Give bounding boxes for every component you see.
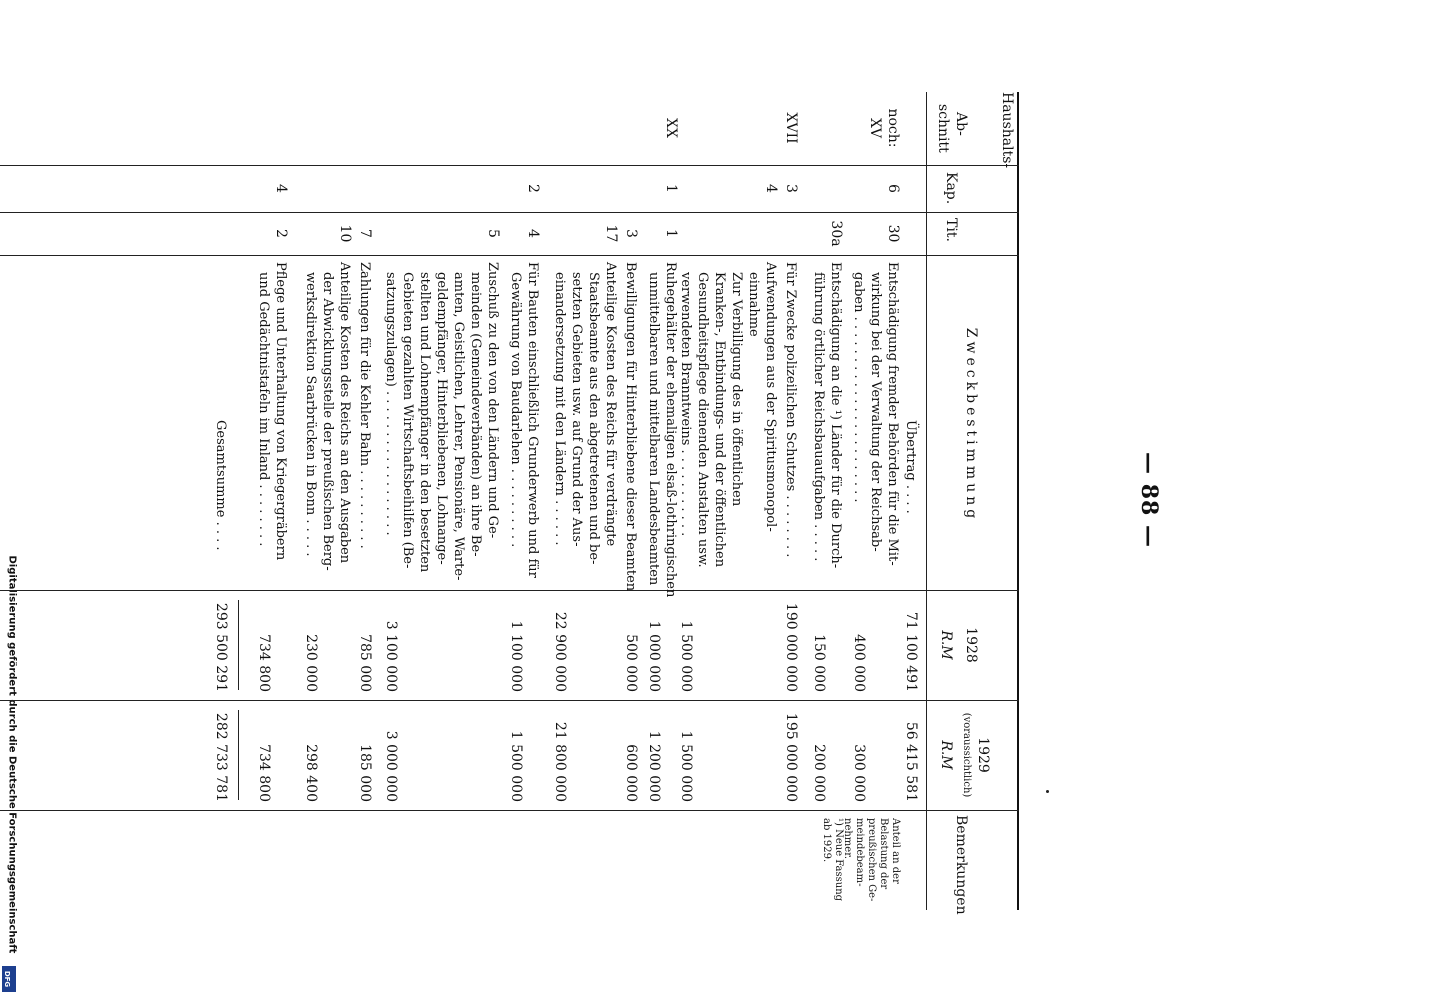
row-text-line: Pflege und Unterhaltung von Kriegergräbern — [273, 262, 288, 561]
row-text-line: Zahlungen für die Kehler Bahn . . . . . . . . . . — [357, 262, 372, 549]
row-text-line: satzungszulagen) . . . . . . . . . . . . . . . . . . — [383, 272, 398, 536]
col-rule-6 — [0, 810, 1019, 811]
sum-rule-1928 — [238, 600, 239, 690]
header-tit: Tit. — [943, 218, 959, 242]
row-titel: 4 — [525, 229, 541, 238]
row-text-line: amten, Geistlichen, Lehrer, Pensionäre, Warte- — [451, 272, 466, 581]
row-value-1929: 3 000 000 — [383, 730, 399, 802]
row-text-line: Gesundheitspflege dienenden Anstalten usw. — [695, 272, 710, 568]
table-top-rule — [1017, 92, 1019, 910]
row-value-1928: 22 900 000 — [552, 611, 568, 692]
header-bemerkungen: Bemerkungen — [953, 815, 969, 915]
digitization-note: Digitalisierung gefördert durch die Deutsche Forschungsgemeinschaft — [6, 555, 18, 954]
header-zweckbestimmung: Zweckbestimmung — [963, 327, 979, 523]
row-value-1929: 1 500 000 — [508, 730, 524, 802]
row-text-line: der Abwicklungsstelle der preußischen Berg- — [320, 272, 335, 571]
header-haushalts: Haushalts- — [999, 92, 1015, 169]
row-text-line: einandersetzung mit den Ländern . . . . . . — [552, 272, 567, 546]
row-text-line: Übertrag . . . . — [903, 420, 918, 514]
row-titel: 2 — [273, 229, 289, 238]
row-text-line: Anteilige Kosten des Reichs an den Ausgaben — [337, 262, 352, 564]
row-value-1928: 400 000 — [851, 634, 867, 692]
row-titel: 5 — [485, 229, 501, 238]
row-text-line: Ruhegehälter der ehemaligen elsaß-lothringischen — [663, 262, 678, 598]
row-abschnitt-2: XV — [867, 117, 883, 139]
row-value-1929: 282 733 781 — [213, 712, 229, 802]
row-text-line: Entschädigung fremder Behörden für die Mit- — [885, 262, 900, 566]
row-kapitel: 6 — [885, 184, 901, 193]
row-text-line: Anteilige Kosten des Reichs für verdrängte — [603, 262, 618, 547]
row-text-line: werksdirektion Saarbrücken in Bonn . . . . . — [303, 272, 318, 557]
remark-line: ¹) Neue Fassung — [833, 818, 844, 902]
row-value-1928: 500 000 — [623, 634, 639, 692]
header-abschnitt-1: Ab- — [953, 112, 969, 136]
row-titel: 3 — [623, 229, 639, 238]
header-abschnitt-2: schnitt — [935, 104, 951, 153]
col-rule-3 — [0, 255, 1019, 256]
row-text-line: Staatsbeamte aus den abgetretenen und be- — [586, 272, 601, 565]
page-number: — 88 — — [1136, 452, 1162, 548]
row-text-line: Kranken-, Entbindungs- und der öffentlichen — [712, 272, 727, 568]
row-kapitel: 4 — [273, 184, 289, 193]
row-value-1928: 734 800 — [256, 634, 272, 692]
row-abschnitt: XX — [663, 118, 679, 138]
sum-rule-1929 — [238, 710, 239, 800]
header-1929-unit: R.M — [938, 740, 954, 770]
row-value-1929: 185 000 — [357, 744, 373, 802]
row-kapitel: 3 — [783, 184, 799, 193]
remark-line: Belastung der — [878, 818, 889, 890]
row-value-1929: 195 000 000 — [783, 712, 799, 802]
row-value-1929: 300 000 — [851, 744, 867, 802]
row-value-1928: 71 100 491 — [903, 611, 919, 692]
row-text-line: Bewilligungen für Hinterbliebene dieser Beamten — [623, 262, 638, 592]
row-value-1929: 600 000 — [623, 744, 639, 802]
header-rule — [926, 92, 927, 910]
row-value-1929: 200 000 — [811, 744, 827, 802]
header-1929-sub: (voraussichtlich) — [961, 712, 972, 798]
header-1928: 1928 — [963, 627, 979, 663]
row-value-1928: 150 000 — [811, 634, 827, 692]
row-titel: 10 — [337, 224, 353, 243]
remark-line: meindebeam- — [854, 818, 865, 887]
row-value-1929: 298 400 — [303, 744, 319, 802]
row-text-line: Gewährung von Baudarlehen . . . . . . . . . . — [508, 272, 523, 548]
row-text-line: Gebieten gezahlten Wirtschaftsbeihilfen (Be- — [400, 272, 415, 569]
row-text-line: und Gedächtnistafeln im Inland . . . . . . . . — [256, 272, 271, 547]
row-text-line: führung örtlicher Reichsbauaufgaben . . . . . — [811, 272, 826, 562]
row-value-1928: 785 000 — [357, 634, 373, 692]
row-value-1928: 230 000 — [303, 634, 319, 692]
dfg-logo: DFG — [2, 966, 16, 992]
row-titel: 1 — [663, 229, 679, 238]
row-kapitel: 1 — [663, 184, 679, 193]
row-titel: 30a — [828, 220, 844, 247]
row-titel: 30 — [885, 224, 901, 243]
row-value-1928: 190 000 000 — [783, 602, 799, 692]
row-value-1929: 56 415 581 — [903, 721, 919, 802]
row-text-line: stellten und Lohnempfänger in den besetzten — [417, 272, 432, 573]
row-text-line: meinden (Gemeindeverbänden) an ihre Be- — [468, 272, 483, 557]
row-value-1928: 3 100 000 — [383, 620, 399, 692]
header-1928-unit: R.M — [938, 630, 954, 660]
row-text-line: Zuschuß zu den von den Ländern und Ge- — [485, 262, 500, 539]
row-text-line: Gesamtsumme . . . . — [213, 420, 228, 551]
row-text-line: setzten Gebieten usw. auf Grund der Aus- — [569, 272, 584, 547]
row-value-1928: 1 000 000 — [646, 620, 662, 692]
row-text-line: Entschädigung an die ¹) Länder für die Durch- — [828, 262, 843, 569]
row-text-line: Für Zwecke polizeilichen Schutzes . . . . . . . . — [783, 262, 798, 558]
row-text-line: unmittelbaren und mittelbaren Landesbeamten — [646, 272, 661, 586]
col-rule-5 — [0, 700, 1019, 701]
row-text-line: verwendeten Branntweins . . . . . . . . . . . — [678, 272, 693, 537]
row-value-1928: 293 500 291 — [213, 602, 229, 692]
header-kap: Kap. — [943, 172, 959, 205]
row-text-line: gaben . . . . . . . . . . . . . . . . . . . . . . . — [851, 272, 866, 503]
row-text-line: geldempfänger, Hinterbliebenen, Lohnange- — [434, 272, 449, 565]
row-value-1929: 734 800 — [256, 744, 272, 802]
row-text-line: Zur Verbilligung des in öffentlichen — [729, 272, 744, 507]
col-rule-2 — [0, 212, 1019, 213]
remark-line: Anteil an der — [890, 818, 901, 884]
row-titel: 17 — [603, 224, 619, 243]
row-value-1929: 1 200 000 — [646, 730, 662, 802]
row-kapitel: 2 — [525, 184, 541, 193]
remark-line: ab 1929. — [821, 818, 832, 863]
row-kapitel: 4 — [763, 184, 779, 193]
row-value-1929: 21 800 000 — [552, 721, 568, 802]
remark-line: nehmer. — [842, 818, 853, 860]
row-text-line: wirkung bei der Verwaltung der Reichsab- — [868, 272, 883, 552]
stray-mark — [1046, 790, 1049, 793]
row-value-1929: 1 500 000 — [678, 730, 694, 802]
remark-line: preußischen Ge- — [866, 818, 877, 902]
row-abschnitt: XVII — [783, 112, 799, 144]
row-value-1928: 1 500 000 — [678, 620, 694, 692]
row-text-line: einnahme — [746, 272, 761, 337]
row-titel: 7 — [357, 229, 373, 238]
row-text-line: Aufwendungen aus der Spiritusmonopol- — [763, 262, 778, 532]
col-rule-1 — [0, 165, 1019, 166]
row-text-line: Für Bauten einschließlich Grunderwerb und für — [525, 262, 540, 578]
row-abschnitt: noch: — [885, 108, 901, 148]
row-value-1928: 1 100 000 — [508, 620, 524, 692]
header-1929: 1929 — [975, 737, 991, 773]
